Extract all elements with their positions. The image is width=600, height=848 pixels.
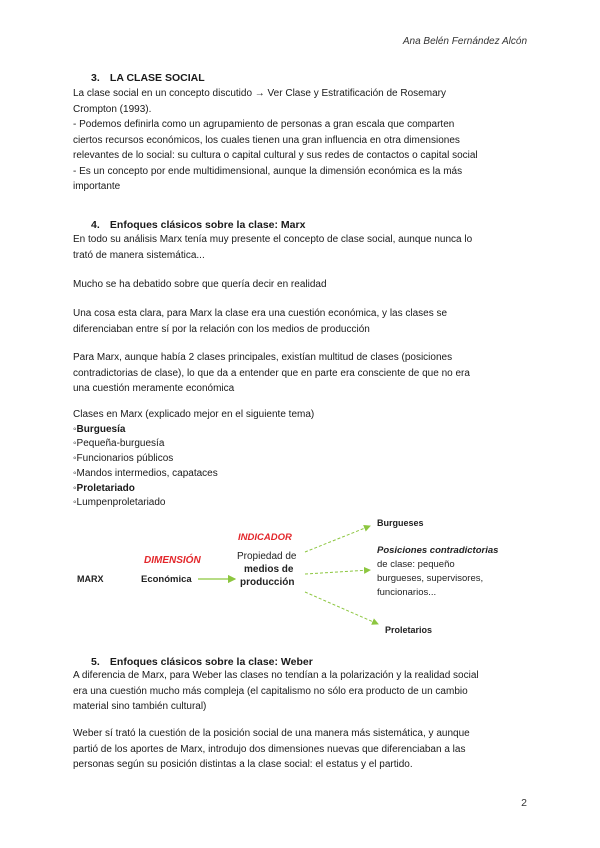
page-number: 2 (521, 797, 527, 809)
section-3-title (91, 72, 205, 84)
diagram-burgueses: Burgueses (377, 518, 424, 528)
text-line: Weber sí trató la cuestión de la posición social de una manera más sistemática, y aunque (73, 728, 470, 739)
text-line: relevantes de lo social: su cultura o capital cultural y sus redes de contactos o capital social (73, 150, 478, 161)
section-4-paragraph-2 (73, 277, 531, 293)
text-line: importante (73, 181, 121, 192)
text-line: era una cuestión mucho más compleja (el capitalismo no sólo era producto de un cambio (73, 685, 468, 697)
diagram-arrow-burgueses (305, 526, 370, 552)
list-item: ◦Mandos intermedios, capataces (73, 467, 218, 479)
section-5-heading: Enfoques clásicos sobre la clase: Weber (109, 656, 313, 668)
text-line: una cuestión meramente económica (73, 383, 235, 394)
text-line: Crompton (1993). (73, 103, 152, 115)
text-line: Para Marx, aunque había 2 clases principales, existían multitud de clases (posiciones (73, 352, 453, 363)
section-4-paragraph-4 (73, 350, 531, 397)
marx-classes-list (73, 408, 314, 511)
text-line: ciertos recursos económicos, los cuales tienen una gran influencia en otra dimensiones (73, 134, 460, 146)
text-line: contradictorias de clase), lo que da a entender que en parte era consciente de que no era (73, 367, 470, 379)
diagram-arrow-proletarios (305, 592, 378, 624)
diagram-dimension-value: Económica (141, 574, 192, 585)
section-5-number: 5. (91, 656, 100, 668)
text-line: diferenciaban entre sí por la relación con los medios de producción (73, 323, 370, 335)
text-line: Mucho se ha debatido sobre que quería decir en realidad (73, 279, 327, 290)
diagram-proletarios: Proletarios (385, 625, 433, 635)
header-author: Ana Belén Fernández Alcón (402, 36, 527, 47)
text-line: En todo su análisis Marx tenía muy presente el concepto de clase social, aunque nunca lo (73, 234, 473, 245)
section-3-heading: LA CLASE SOCIAL (109, 72, 205, 84)
section-3-number: 3. (91, 72, 100, 84)
diagram-indicator-line-3: producción (240, 577, 295, 588)
text-line: - Es un concepto por ende multidimensional, aunque la dimensión económica es la más (73, 165, 463, 177)
list-item: ◦Proletariado (73, 482, 135, 494)
diagram-indicator-label: INDICADOR (238, 532, 292, 543)
text-line: material sino también cultural) (73, 701, 207, 712)
diagram-contradictorias-line-3: funcionarios... (377, 587, 437, 598)
list-intro: Clases en Marx (explicado mejor en el siguiente tema) (73, 409, 315, 420)
diagram-contradictorias-line-1: de clase: pequeño (377, 559, 455, 570)
list-item: ◦Lumpenproletariado (73, 497, 166, 509)
section-4-title (91, 219, 305, 231)
section-4-heading: Enfoques clásicos sobre la clase: Marx (109, 219, 306, 231)
text-line: personas según su posición distintas a la clase social: el estatus y el partido. (73, 759, 413, 770)
marx-class-diagram (60, 512, 540, 647)
diagram-contradictorias-title: Posiciones contradictorias (377, 545, 499, 556)
diagram-arrow-contradictorias (305, 570, 370, 574)
section-5-paragraph-2 (73, 726, 531, 773)
section-5-paragraph-1 (73, 668, 531, 715)
diagram-dimension-label: DIMENSIÓN (144, 555, 201, 566)
diagram-contradictorias-line-2: burgueses, supervisores, (377, 573, 484, 584)
section-4-number: 4. (91, 219, 100, 231)
section-5-title (91, 656, 313, 668)
diagram-marx-label: MARX (77, 574, 104, 584)
diagram-indicator-line-1: Propiedad de (237, 551, 297, 562)
text-line: partió de los aportes de Marx, introdujo dos dimensiones nuevas que diferenciaban a las (73, 743, 466, 755)
list-item: ◦Funcionarios públicos (73, 453, 174, 465)
list-item: ◦Pequeña-burguesía (73, 438, 165, 450)
diagram-indicator-line-2: medios de (244, 564, 294, 575)
section-4-paragraph-1 (73, 232, 531, 263)
text-line: Una cosa esta clara, para Marx la clase era una cuestión económica, y las clases se (73, 308, 448, 319)
section-4-paragraph-3 (73, 306, 531, 337)
text-line: trató de manera sistemática... (73, 249, 205, 261)
list-item: ◦Burguesía (73, 423, 126, 435)
text-line: - Podemos definirla como un agrupamiento de personas a gran escala que comparten (73, 119, 455, 130)
section-3-body (73, 86, 531, 195)
text-line: A diferencia de Marx, para Weber las clases no tendían a la polarización y la realidad social (73, 670, 479, 681)
text-line: La clase social en un concepto discutido → Ver Clase y Estratificación de Rosemary (73, 88, 446, 99)
